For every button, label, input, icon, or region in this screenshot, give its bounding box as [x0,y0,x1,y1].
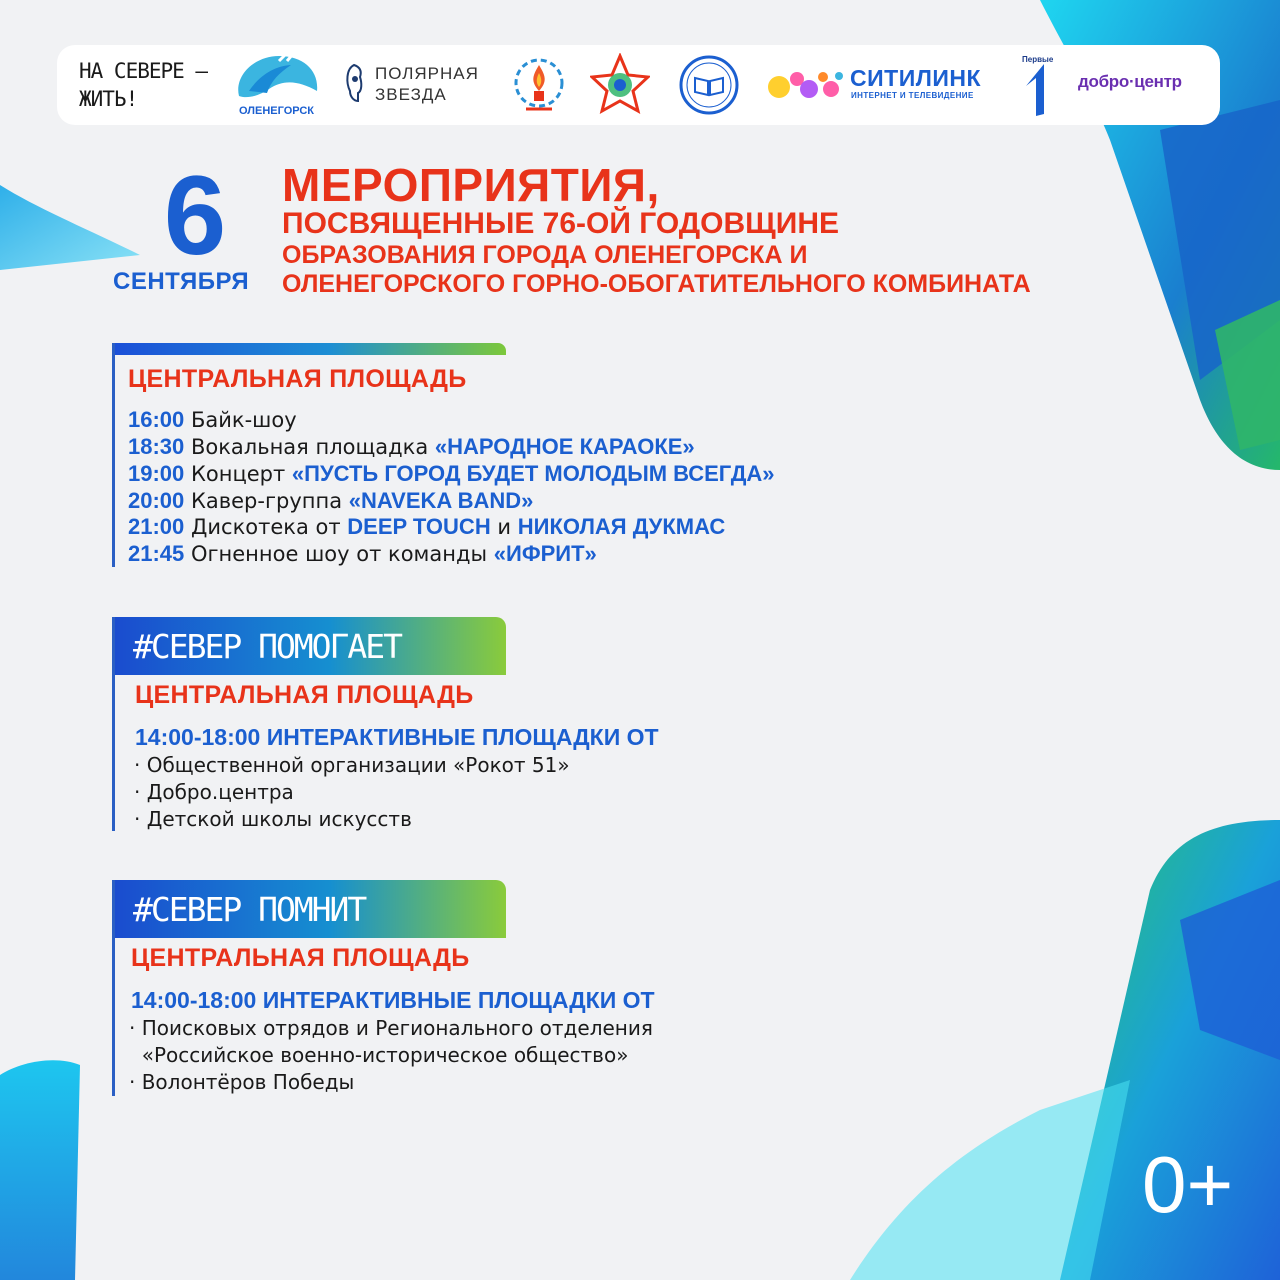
section-central-square [112,343,1012,567]
event-highlight: НИКОЛАЯ ДУКМАС [517,514,726,539]
star-emblem-icon [590,53,650,117]
partner-logo-bar [57,45,1220,125]
event-text: Дискотека от [190,515,341,539]
event-connector: и [497,515,512,539]
event-row [128,407,297,433]
section3-banner-text: #СЕВЕР ПОМНИТ [133,890,366,929]
section2-banner [115,617,506,675]
event-highlight: «НАРОДНОЕ КАРАОКЕ» [434,434,695,459]
event-time: 21:00 [128,514,185,539]
polar-star-line1: ПОЛЯРНАЯ [375,64,479,83]
event-row [128,488,533,514]
title-line2: ПОСВЯЩЕННЫЕ 76-ОЙ ГОДОВЩИНЕ [282,207,839,240]
event-row [128,541,597,567]
polar-star-line2: ЗВЕЗДА [375,85,447,104]
dobro-center-logo: добро·центр [1078,72,1182,91]
event-row [128,514,725,540]
event-time: 20:00 [128,488,185,513]
event-time: 18:30 [128,434,185,459]
colored-dots-icon [765,65,845,105]
slogan-line2: ЖИТЬ! [79,87,138,111]
slogan [79,57,207,113]
torch-emblem-icon [512,53,566,117]
title-line3: ОБРАЗОВАНИЯ ГОРОДА ОЛЕНЕГОРСКА И [282,241,808,269]
profile-head-icon [342,63,366,103]
section-sever-pomnit [112,880,1012,1096]
event-text: Байк-шоу [190,408,297,432]
pervye-text: Первые [1022,55,1054,64]
event-text: Кавер-группа [190,489,343,513]
book-emblem-icon [678,54,740,116]
section3-item: · Волонтёров Победы [129,1070,355,1094]
date-month: СЕНТЯБРЯ [113,268,250,295]
section-sever-pomogaet [112,617,1012,831]
section3-subtitle: 14:00-18:00 ИНТЕРАКТИВНЫЕ ПЛОЩАДКИ ОТ [131,987,655,1013]
section1-left-rule [112,343,115,567]
event-highlight: «ПУСТЬ ГОРОД БУДЕТ МОЛОДЫМ ВСЕГДА» [291,461,775,486]
event-time: 16:00 [128,407,185,432]
title-line4: ОЛЕНЕГОРСКОГО ГОРНО-ОБОГАТИТЕЛЬНОГО КОМБИНАТА [282,270,1031,298]
citilink-name: СИТИЛИНК [850,65,982,91]
section1-venue: ЦЕНТРАЛЬНАЯ ПЛОЩАДЬ [128,365,467,393]
olenegorsk-logo-text: ОЛЕНЕГОРСК [239,105,314,117]
section3-item: «Российское военно-историческое общество» [129,1043,629,1067]
title-line1: МЕРОПРИЯТИЯ, [282,159,660,211]
number-one-icon [1022,64,1052,116]
event-text: Вокальная площадка [190,435,429,459]
section2-item: · Добро.центра [134,780,294,804]
pervye-logo [1022,55,1062,117]
event-time: 21:45 [128,541,185,566]
section3-item: · Поисковых отрядов и Регионального отделения [129,1016,653,1040]
section2-item: · Детской школы искусств [134,807,412,831]
slogan-line1: НА СЕВЕРЕ – [79,59,208,83]
citilink-subtitle: ИНТЕРНЕТ И ТЕЛЕВИДЕНИЕ [851,91,974,100]
event-row [128,461,775,487]
olenegorsk-logo [229,51,324,119]
event-time: 19:00 [128,461,185,486]
section2-venue: ЦЕНТРАЛЬНАЯ ПЛОЩАДЬ [135,681,474,709]
event-highlight: DEEP TOUCH [347,514,491,539]
section3-venue: ЦЕНТРАЛЬНАЯ ПЛОЩАДЬ [131,944,470,972]
section2-subtitle: 14:00-18:00 ИНТЕРАКТИВНЫЕ ПЛОЩАДКИ ОТ [135,724,659,750]
event-text: Огненное шоу от команды [190,542,488,566]
event-text: Концерт [190,462,286,486]
citilink-logo [765,65,1005,105]
event-highlight: «ИФРИТ» [493,541,597,566]
section2-banner-text: #СЕВЕР ПОМОГАЕТ [133,627,402,666]
event-row [128,434,695,460]
section3-banner [115,880,506,938]
section1-top-bar [112,343,506,355]
date-day: 6 [163,153,227,278]
event-highlight: «NAVEKA BAND» [348,488,534,513]
deer-icon [229,51,324,101]
section2-item: · Общественной организации «Рокот 51» [134,753,570,777]
age-rating: 0+ [1142,1140,1234,1229]
